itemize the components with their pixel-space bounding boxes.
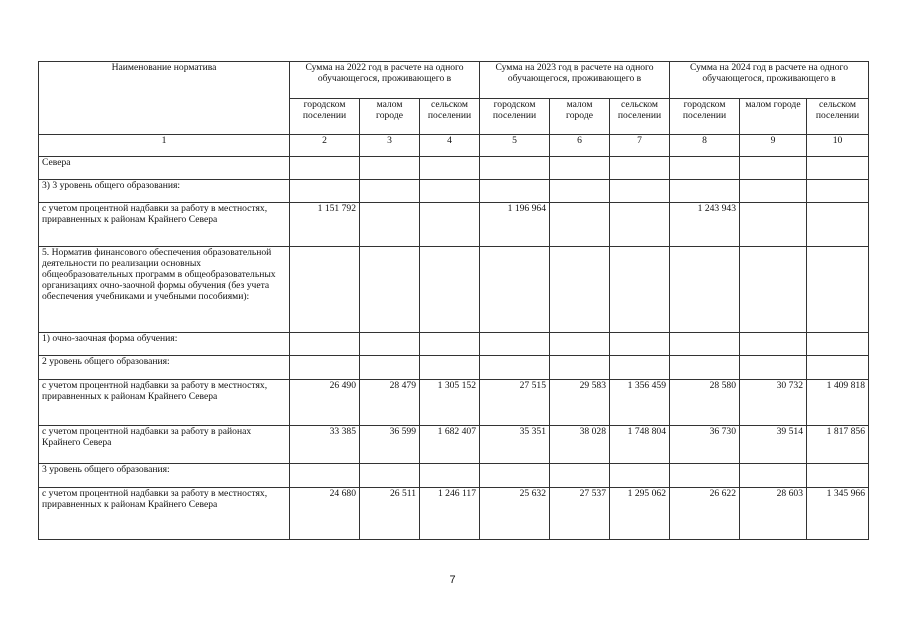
- cell-value: 1 151 792: [290, 203, 360, 247]
- cell-value: [360, 333, 420, 356]
- row-label: 3) 3 уровень общего образования:: [39, 180, 290, 203]
- column-number: 6: [550, 135, 610, 157]
- column-number: 3: [360, 135, 420, 157]
- cell-value: [550, 464, 610, 488]
- cell-value: [807, 333, 869, 356]
- cell-value: 1 295 062: [610, 488, 670, 540]
- header-group-2024: Сумма на 2024 год в расчете на одного обучающегося, проживающего в: [670, 62, 869, 99]
- cell-value: 27 515: [480, 380, 550, 426]
- table-row: [39, 356, 869, 380]
- header-sub-urban: городском поселении: [670, 99, 740, 135]
- cell-value: 26 622: [670, 488, 740, 540]
- cell-value: 1 243 943: [670, 203, 740, 247]
- cell-value: [610, 203, 670, 247]
- cell-value: 1 817 856: [807, 426, 869, 464]
- header-sub-rural: сельском поселении: [420, 99, 480, 135]
- cell-value: [480, 356, 550, 380]
- cell-value: 1 356 459: [610, 380, 670, 426]
- header-group-2023: Сумма на 2023 год в расчете на одного обучающегося, проживающего в: [480, 62, 670, 99]
- table-row: [39, 488, 869, 540]
- column-number: 7: [610, 135, 670, 157]
- header-group-2022: Сумма на 2022 год в расчете на одного обучающегося, проживающего в: [290, 62, 480, 99]
- cell-value: [610, 333, 670, 356]
- cell-value: 24 680: [290, 488, 360, 540]
- header-sub-urban: городском поселении: [290, 99, 360, 135]
- cell-value: [420, 333, 480, 356]
- header-name-col: Наименование норматива: [39, 62, 290, 135]
- cell-value: [290, 157, 360, 180]
- column-number: 4: [420, 135, 480, 157]
- cell-value: 33 385: [290, 426, 360, 464]
- cell-value: [420, 157, 480, 180]
- table-row: [39, 157, 869, 180]
- cell-value: [290, 464, 360, 488]
- cell-value: [807, 203, 869, 247]
- cell-value: 1 345 966: [807, 488, 869, 540]
- row-label: с учетом процентной надбавки за работу в районах Крайнего Севера: [39, 426, 290, 464]
- cell-value: [480, 157, 550, 180]
- cell-value: [480, 180, 550, 203]
- cell-value: 28 580: [670, 380, 740, 426]
- table-row: [39, 333, 869, 356]
- cell-value: 1 682 407: [420, 426, 480, 464]
- cell-value: [420, 356, 480, 380]
- cell-value: 36 730: [670, 426, 740, 464]
- row-label: 2 уровень общего образования:: [39, 356, 290, 380]
- cell-value: 39 514: [740, 426, 807, 464]
- cell-value: [480, 333, 550, 356]
- table-row: [39, 380, 869, 426]
- table-row: [39, 426, 869, 464]
- table-row: [39, 464, 869, 488]
- column-number: 9: [740, 135, 807, 157]
- cell-value: 28 479: [360, 380, 420, 426]
- cell-value: [550, 157, 610, 180]
- page-number: 7: [449, 574, 456, 586]
- header-sub-rural: сельском поселении: [807, 99, 869, 135]
- cell-value: 25 632: [480, 488, 550, 540]
- cell-value: [670, 356, 740, 380]
- cell-value: 1 409 818: [807, 380, 869, 426]
- cell-value: [420, 247, 480, 333]
- cell-value: 26 511: [360, 488, 420, 540]
- cell-value: [550, 203, 610, 247]
- cell-value: [360, 203, 420, 247]
- cell-value: 27 537: [550, 488, 610, 540]
- header-sub-small-town: малом городе: [360, 99, 420, 135]
- cell-value: [290, 180, 360, 203]
- cell-value: [480, 247, 550, 333]
- cell-value: [740, 157, 807, 180]
- cell-value: [740, 333, 807, 356]
- cell-value: [670, 464, 740, 488]
- cell-value: [807, 157, 869, 180]
- cell-value: [360, 157, 420, 180]
- row-label: 3 уровень общего образования:: [39, 464, 290, 488]
- cell-value: 26 490: [290, 380, 360, 426]
- cell-value: 1 246 117: [420, 488, 480, 540]
- row-label: с учетом процентной надбавки за работу в местностях, приравненных к районам Крайнего Севера: [39, 203, 290, 247]
- cell-value: [740, 180, 807, 203]
- header-sub-small-town: малом городе: [740, 99, 807, 135]
- cell-value: 30 732: [740, 380, 807, 426]
- cell-value: 28 603: [740, 488, 807, 540]
- table-row: [39, 203, 869, 247]
- header-sub-small-town: малом городе: [550, 99, 610, 135]
- cell-value: [807, 247, 869, 333]
- cell-value: [670, 333, 740, 356]
- cell-value: [480, 464, 550, 488]
- cell-value: [807, 464, 869, 488]
- cell-value: [610, 180, 670, 203]
- column-number: 8: [670, 135, 740, 157]
- cell-value: [610, 157, 670, 180]
- column-number: 10: [807, 135, 869, 157]
- cell-value: 1 305 152: [420, 380, 480, 426]
- header-sub-urban: городском поселении: [480, 99, 550, 135]
- cell-value: [610, 464, 670, 488]
- cell-value: 1 748 804: [610, 426, 670, 464]
- cell-value: [610, 247, 670, 333]
- cell-value: [670, 247, 740, 333]
- cell-value: 38 028: [550, 426, 610, 464]
- cell-value: [550, 333, 610, 356]
- cell-value: [740, 356, 807, 380]
- header-sub-rural: сельском поселении: [610, 99, 670, 135]
- cell-value: [550, 247, 610, 333]
- cell-value: [360, 464, 420, 488]
- row-label: 1) очно-заочная форма обучения:: [39, 333, 290, 356]
- cell-value: 35 351: [480, 426, 550, 464]
- cell-value: [290, 333, 360, 356]
- cell-value: 36 599: [360, 426, 420, 464]
- cell-value: 29 583: [550, 380, 610, 426]
- row-label: с учетом процентной надбавки за работу в местностях, приравненных к районам Крайнего Севера: [39, 380, 290, 426]
- cell-value: [670, 180, 740, 203]
- cell-value: [610, 356, 670, 380]
- cell-value: [420, 180, 480, 203]
- table-row: [39, 180, 869, 203]
- cell-value: [290, 247, 360, 333]
- row-label: с учетом процентной надбавки за работу в местностях, приравненных к районам Крайнего Севера: [39, 488, 290, 540]
- cell-value: [360, 247, 420, 333]
- cell-value: [360, 356, 420, 380]
- cell-value: [807, 356, 869, 380]
- column-number: 2: [290, 135, 360, 157]
- cell-value: [740, 203, 807, 247]
- cell-value: [550, 180, 610, 203]
- cell-value: [550, 356, 610, 380]
- cell-value: 1 196 964: [480, 203, 550, 247]
- norms-table: [38, 61, 869, 540]
- cell-value: [807, 180, 869, 203]
- cell-value: [740, 247, 807, 333]
- cell-value: [670, 157, 740, 180]
- cell-value: [740, 464, 807, 488]
- cell-value: [420, 464, 480, 488]
- cell-value: [290, 356, 360, 380]
- table-row: [39, 247, 869, 333]
- cell-value: [420, 203, 480, 247]
- column-number: 1: [39, 135, 290, 157]
- row-label: Севера: [39, 157, 290, 180]
- cell-value: [360, 180, 420, 203]
- row-label: 5. Норматив финансового обеспечения образовательной деятельности по реализации основных общеобразовательных программ в общеобразовательных организациях очно-заочной формы обучения (без учета обеспечения учебниками и учебными пособиями):: [39, 247, 290, 333]
- column-number: 5: [480, 135, 550, 157]
